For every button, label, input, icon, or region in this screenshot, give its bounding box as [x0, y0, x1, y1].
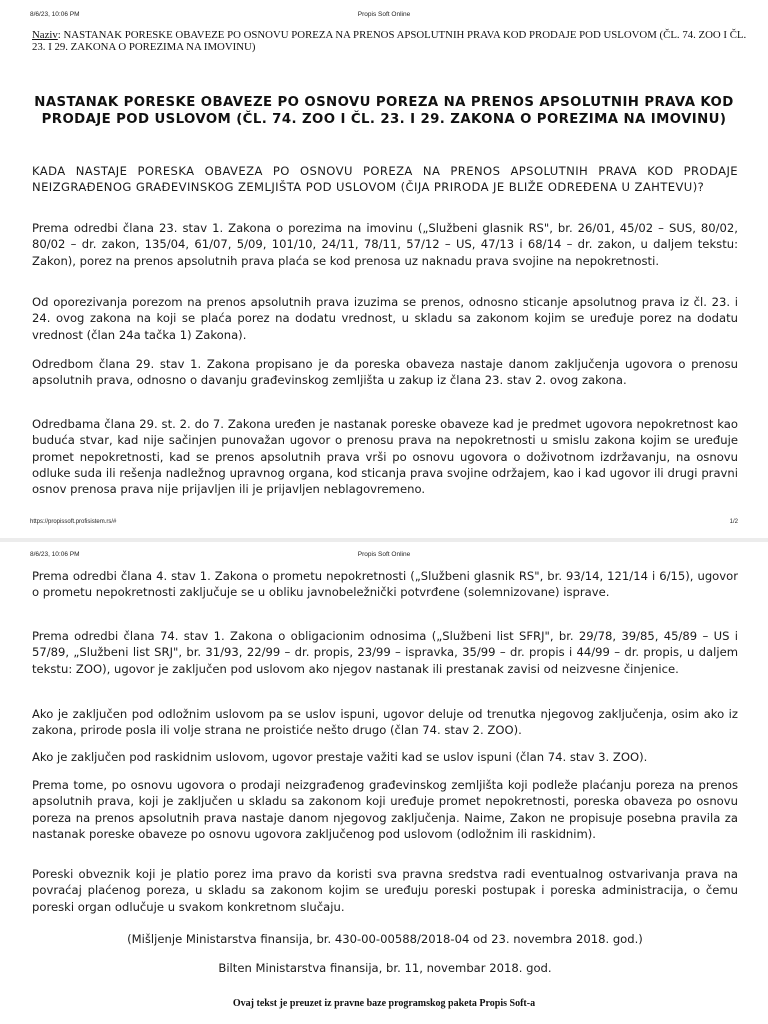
print-datetime: 8/6/23, 10:06 PM — [30, 551, 80, 558]
question: KADA NASTAJE PORESKA OBAVEZA PO OSNOVU POREZA NA PRENOS APSOLUTNIH PRAVA KOD PRODAJE NEIZGRAĐENOG GRAĐEVINSKOG ZEMLJIŠTA POD USLOVOM (ČIJA PRIRODA JE BLIŽE ODREĐENA U ZAHTEVU)? — [32, 164, 738, 195]
paragraph: Poreski obveznik koji je platio porez ima pravo da koristi sva pravna sredstva radi eventualnog ostvarivanja prava na povraćaj plaćenog poreza, u skladu sa zakonom kojim se uređuju poreski postupak i poreska administracija, o čemu poreski organ odlučuje u svakom konkretnom slučaju. — [32, 867, 738, 914]
source-note: Ovaj tekst je preuzet iz pravne baze programskog paketa Propis Soft-a — [232, 998, 536, 1009]
naziv-label: Naziv — [32, 29, 58, 41]
print-app-name: Propis Soft Online — [357, 551, 411, 558]
print-app-name: Propis Soft Online — [357, 11, 411, 18]
paragraph: Prema odredbi člana 74. stav 1. Zakona o obligacionim odnosima („Službeni list SFRJ", br. 29/78, 39/85, 45/89 – US i 57/89, „Službeni list SRJ", br. 31/93, 22/99 – dr. propis, 23/99 – ispravka, 35/99 – dr. propis i 44/99 – dr. propis, u daljem tekstu: ZOO), ugovor je zaključen pod uslovom ako njegov nastanak ili prestanak zavisi od neizvesne činjenice. — [32, 629, 738, 676]
paragraph: Odredbama člana 29. st. 2. do 7. Zakona uređen je nastanak poreske obaveze kad je predmet ugovora nepokretnost kao buduća stvar, kad nije sačinjen punovažan ugovor o prenosu prava na nepokretnosti u smislu zakona kojim se uređuje promet nepokretnosti, kad se prenos apsolutnih prava vrši po osnovu ugovora o doživotnom izdržavanju, na osnovu odluke suda ili rešenja nadležnog upravnog organa, kod sticanja prava svojine održajem, kao i kad ugovor ili drugi pravni osnov prenosa prava nije prijavljen ili je prijavljen neblagovremeno. — [32, 417, 738, 497]
print-datetime: 8/6/23, 10:06 PM — [30, 11, 80, 18]
document-name — [32, 29, 748, 53]
paragraph: Prema odredbi člana 4. stav 1. Zakona o prometu nepokretnosti („Službeni glasnik RS", br. 93/14, 121/14 i 6/15), ugovor o prometu nepokretnosti zaključuje se u obliku javnobeležnički potvrđene (solemnizovane) isprave. — [32, 569, 738, 600]
paragraph: Od oporezivanja porezom na prenos apsolutnih prava izuzima se prenos, odnosno sticanje apsolutnog prava iz čl. 23. i 24. ovog zakona na koji se plaća porez na dodatu vrednost, u skladu sa zakonom kojim se uređuje porez na dodatu vrednost (član 24a tačka 1) Zakona). — [32, 295, 738, 342]
paragraph: Ako je zaključen pod raskidnim uslovom, ugovor prestaje važiti kad se uslov ispuni (član 74. stav 3. ZOO). — [32, 750, 648, 764]
print-url: https://propissoft.profisistem.rs/# — [30, 519, 117, 525]
bulletin-reference: Bilten Ministarstva finansija, br. 11, novembar 2018. god. — [218, 961, 552, 975]
paragraph: Odredbom člana 29. stav 1. Zakona propisano je da poreska obaveza nastaje danom zaključenja ugovora o prenosu apsolutnih prava, odnosno o davanju građevinskog zemljišta u zakup iz člana 23. stav 2. ovog zakona. — [32, 357, 738, 388]
print-header — [0, 551, 768, 563]
paragraph: Ako je zaključen pod odložnim uslovom pa se uslov ispuni, ugovor deluje od trenutka njegovog zaključenja, osim ako iz zakona, prirode posla ili volje strana ne proistiće nešto drugo (član 74. stav 2. ZOO). — [32, 707, 738, 738]
opinion-reference: (Mišljenje Ministarstva finansija, br. 430-00-00588/2018-04 od 23. novembra 2018. god.) — [127, 932, 643, 946]
document-page-2 — [0, 540, 768, 1024]
print-header — [0, 11, 768, 23]
naziv-text: : NASTANAK PORESKE OBAVEZE PO OSNOVU POREZA NA PRENOS APSOLUTNIH PRAVA KOD PRODAJE POD USLOVOM (ČL. 74. ZOO I ČL. 23. I 29. ZAKONA O POREZIMA NA IMOVINU) — [32, 29, 747, 53]
paragraph: Prema odredbi člana 23. stav 1. Zakona o porezima na imovinu („Službeni glasnik RS", br. 26/01, 45/02 – SUS, 80/02, 80/02 – dr. zakon, 135/04, 61/07, 5/09, 101/10, 24/11, 78/11, 57/12 – US, 47/13 i 68/14 – dr. zakon, u daljem tekstu: Zakon), porez na prenos apsolutnih prava plaća se kod prenosa uz naknadu prava svojine na nepokretnosti. — [32, 221, 738, 268]
document-title: NASTANAK PORESKE OBAVEZE PO OSNOVU POREZA NA PRENOS APSOLUTNIH PRAVA KOD PRODAJE POD USLOVOM (ČL. 74. ZOO I ČL. 23. I 29. ZAKONA O POREZIMA NA IMOVINU) — [34, 95, 734, 127]
paragraph: Prema tome, po osnovu ugovora o prodaji neizgrađenog građevinskog zemljišta koji podleže plaćanju poreza na prenos apsolutnih prava, koji je zaključen u skladu sa zakonom koji uređuje promet nepokretnosti, poreska obaveza po osnovu poreza na prenos apsolutnih prava nastaje danom njegovog zaključenja. Naime, Zakon ne propisuje posebna pravila za nastanak poreske obaveze po osnovu ugovora zaključenog pod uslovom (odložnim ili raskidnim). — [32, 778, 738, 841]
print-footer — [0, 519, 768, 529]
page-number: 1/2 — [729, 519, 738, 525]
